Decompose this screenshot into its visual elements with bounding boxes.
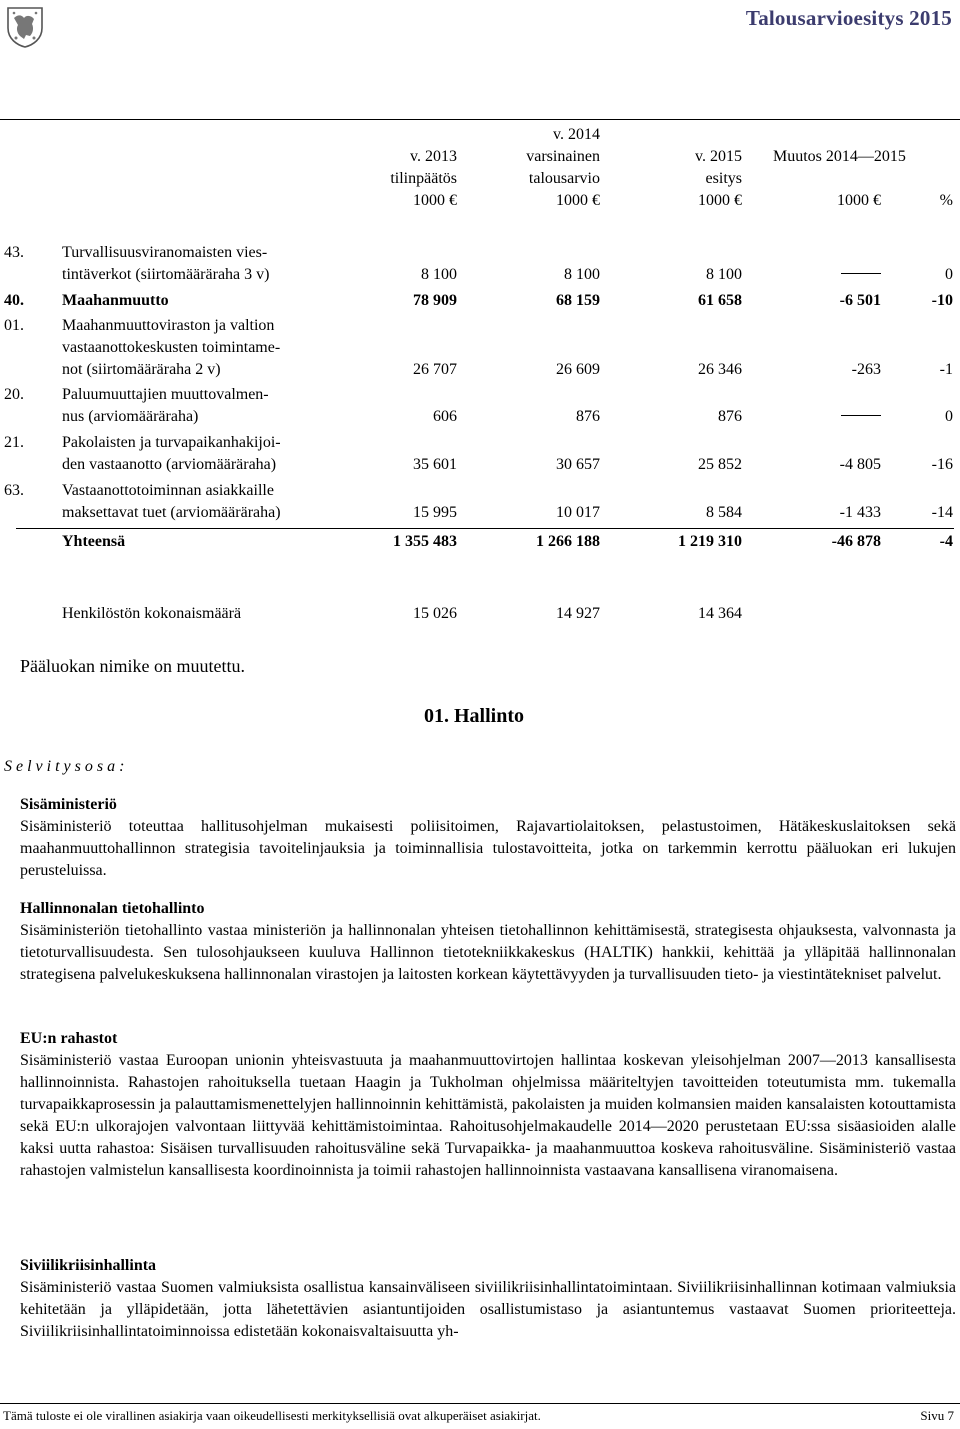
section-subheading: Hallinnonalan tietohallinto — [20, 900, 205, 917]
row-number: 43. — [4, 244, 24, 261]
staff-2015: 14 364 — [698, 605, 742, 622]
total-divider — [16, 528, 954, 529]
section-subheading: EU:n rahastot — [20, 1030, 118, 1047]
value-2013: 35 601 — [413, 456, 457, 473]
row-label: Paluumuuttajien muuttovalmen- nus (arviomääräraha) — [62, 386, 269, 425]
row-label: Maahanmuuttoviraston ja valtion vastaanottokeskusten toimintame- not (siirtomääräraha 2 v) — [62, 317, 281, 378]
value-change-percent: 0 — [945, 266, 953, 283]
value-change: -1 433 — [839, 504, 881, 521]
value-change-percent: -14 — [931, 504, 953, 521]
total-change: -46 878 — [831, 533, 881, 550]
row-number: 21. — [4, 434, 24, 451]
col-header-2014: v. 2014 varsinainen talousarvio 1000 € — [526, 126, 600, 209]
staff-2013: 15 026 — [413, 605, 457, 622]
finnish-lion-crest-icon — [6, 6, 44, 48]
col-header-muutos: Muutos 2014—2015 — [773, 148, 906, 165]
section-subheading: Siviilikriisinhallinta — [20, 1257, 157, 1274]
total-2014: 1 266 188 — [536, 533, 600, 550]
value-change: -263 — [851, 361, 881, 378]
chapter-note: Pääluokan nimike on muutettu. — [20, 656, 245, 676]
value-2014: 10 017 — [556, 504, 600, 521]
value-change: -4 805 — [839, 456, 881, 473]
explanation-section — [20, 898, 956, 986]
selvitys-label: Selvitysosa: — [4, 758, 129, 775]
value-2013: 15 995 — [413, 504, 457, 521]
col-header-2013: v. 2013 tilinpäätös 1000 € — [390, 148, 457, 209]
footer-divider — [0, 1403, 960, 1404]
row-label: Vastaanottotoiminnan asiakkaille maksettavat tuet (arviomääräraha) — [62, 482, 281, 521]
value-2015: 25 852 — [698, 456, 742, 473]
staff-2014: 14 927 — [556, 605, 600, 622]
total-2013: 1 355 483 — [393, 533, 457, 550]
total-change-percent: -4 — [939, 533, 953, 550]
staff-label: Henkilöstön kokonaismäärä — [62, 605, 242, 622]
section-paragraph: Sisäministeriön tietohallinto vastaa ministeriön ja hallinnonalan yhteisen tietohallinnon kehittämisestä, strategisesta ohjauksesta, valvonnasta ja tietoturvallisuudesta. Sen tulosohjaukseen kuuluva Hallinnon tietotekniikkakeskus (HALTIK) hankkii, kehittää ja ylläpitää hallinnonalan strategisena palvelukeskuksena hallinnonalan virastojen ja laitosten korkean käytettävyyden ja turvallisuuden tieto- ja viestintätekniset palvelut. — [20, 922, 956, 983]
value-2013: 8 100 — [421, 266, 457, 283]
value-change-dash — [841, 406, 881, 428]
footer-disclaimer: Tämä tuloste ei ole virallinen asiakirja vaan oikeudellisesti merkityksellisiä ovat alkuperäiset asiakirjat. — [3, 1408, 541, 1423]
value-2013: 606 — [433, 408, 457, 425]
row-number: 40. — [4, 292, 24, 309]
value-2014: 30 657 — [556, 456, 600, 473]
value-2015: 876 — [718, 408, 742, 425]
col-header-muutos-unit: 1000 € — [837, 192, 881, 209]
value-2014: 68 159 — [556, 292, 600, 309]
section-subheading: Sisäministeriö — [20, 796, 117, 813]
value-2015: 8 584 — [706, 504, 742, 521]
value-2013: 26 707 — [413, 361, 457, 378]
total-2015: 1 219 310 — [678, 533, 742, 550]
value-change-dash — [841, 264, 881, 286]
value-2014: 8 100 — [564, 266, 600, 283]
explanation-section — [20, 794, 956, 882]
col-header-percent: % — [939, 192, 953, 209]
document-title: Talousarvioesitys 2015 — [745, 6, 952, 30]
value-2014: 26 609 — [556, 361, 600, 378]
value-change-percent: -10 — [931, 292, 953, 309]
header-divider — [0, 119, 960, 120]
section-paragraph: Sisäministeriö toteuttaa hallitusohjelman mukaisesti poliisitoimen, Rajavartiolaitoksen, pelastustoimen, Hätäkeskuslaitoksen sekä maahanmuuttohallinnon strategisia tavoitelinjauksia ja toiminnallisia tulostavoitteita, jotka on tarkemmin kerrottu pääluokan eri lukujen perusteluissa. — [20, 818, 956, 879]
row-label: Pakolaisten ja turvapaikanhakijoi- den vastaanotto (arviomääräraha) — [62, 434, 281, 473]
value-change-percent: -1 — [939, 361, 953, 378]
value-2013: 78 909 — [413, 292, 457, 309]
total-label: Yhteensä — [62, 533, 126, 550]
value-change-percent: -16 — [931, 456, 953, 473]
value-change-percent: 0 — [945, 408, 953, 425]
row-number: 20. — [4, 386, 24, 403]
row-label: Turvallisuusviranomaisten vies- tintäverkot (siirtomääräraha 3 v) — [62, 244, 270, 283]
col-header-2015: v. 2015 esitys 1000 € — [695, 148, 742, 209]
section-paragraph: Sisäministeriö vastaa Euroopan unionin yhteisvastuuta ja maahanmuuttovirtojen hallintaa koskevan yleisohjelman 2007—2013 kansallisesta hallinnoinnista. Rahastojen rahoituksella tuetaan Haagin ja Tukholman ohjelmissa määriteltyjen tavoitteiden toteutumista mm. tukemalla turvapaikkaprosessin ja palauttamismenettelyjen hallinnoinnin kehittämistä, pakolaisten ja muiden kolmansien maiden kansalaisten kotouttamista sekä EU:n ulkorajojen valvontaan liittyvää kehittämistoimintaa. Rahoitusohjelmakaudelle 2014—2020 perustetaan EU:ssa sisäasioiden alalle kaksi uutta rahastoa: Sisäisen turvallisuuden rahoitusväline sekä Turvapaikka- ja maahanmuuttoa koskeva rahoitusväline. Sisäministeriö vastaa rahastojen valmistelun kansallisesta koordinoinnista ja toimii rahastojen hallinnoinnista vastaavana kansallisena viranomaisena. — [20, 1052, 956, 1179]
row-number: 63. — [4, 482, 24, 499]
value-2015: 61 658 — [698, 292, 742, 309]
row-label: Maahanmuutto — [62, 292, 169, 309]
explanation-section — [20, 1028, 956, 1182]
section-heading: 01. Hallinto — [424, 705, 525, 727]
value-2015: 26 346 — [698, 361, 742, 378]
value-2015: 8 100 — [706, 266, 742, 283]
value-change: -6 501 — [839, 292, 881, 309]
section-paragraph: Sisäministeriö vastaa Suomen valmiuksista osallistua kansainväliseen siviilikriisinhallintatoimintaan. Siviilikriisinhallinnan kotimaan valmiuksia kehitetään ja ylläpidetään, jotta lähetettävien asiantuntijoiden osallistumistaso ja asiantuntemus vastaavat Suomen prioriteetteja. Siviilikriisinhallintatoiminnoissa edistetään kokonaisvaltaisuutta yh- — [20, 1279, 956, 1340]
row-number: 01. — [4, 317, 24, 334]
explanation-section — [20, 1255, 956, 1343]
page-number: Sivu 7 — [920, 1408, 954, 1423]
value-2014: 876 — [576, 408, 600, 425]
